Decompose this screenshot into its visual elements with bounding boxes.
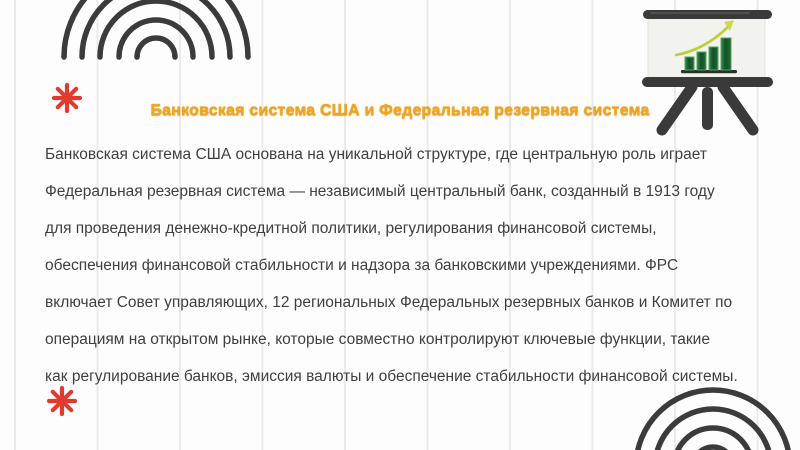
body-text-line: включает Совет управляющих, 12 региональных Федеральных резервных банков и Комитет по xyxy=(45,294,733,311)
body-text-line: Федеральная резервная система — независимый центральный банк, созданный в 1913 году xyxy=(45,183,715,200)
body-text-line: обеспечения финансовой стабильности и надзора за банковскими учреждениями. ФРС xyxy=(45,257,679,274)
slide-title: Банковская система США и Федеральная резервная система xyxy=(150,102,650,119)
body-text-line: операциям на открытом рынке, которые совместно контролируют ключевые функции, такие xyxy=(45,331,710,348)
body-text-line: Банковская система США основана на уникальной структуре, где центральную роль играет xyxy=(45,146,707,163)
body-paragraph xyxy=(45,136,785,395)
body-text-line: как регулирование банков, эмиссия валюты и обеспечение стабильности финансовой системы. xyxy=(45,368,738,385)
concentric-arcs-top-left-icon xyxy=(58,0,258,64)
body-text-line: для проведения денежно-кредитной политики, регулирования финансовой системы, xyxy=(45,220,657,237)
